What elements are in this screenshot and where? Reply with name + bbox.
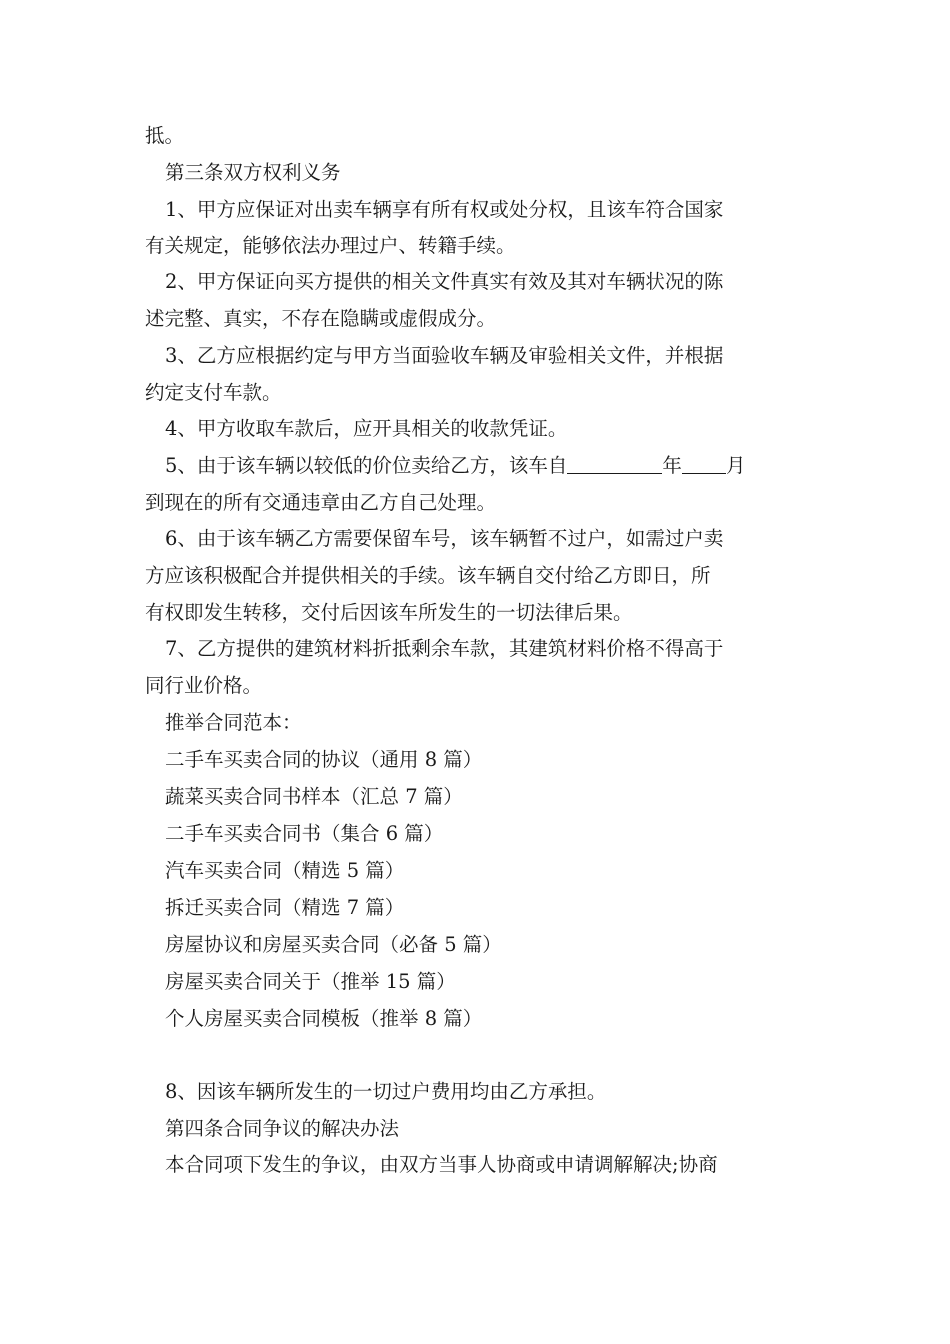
recommend-item[interactable]: 房屋买卖合同关于（推举 15 篇） xyxy=(165,970,456,993)
text-segment: 年 xyxy=(662,454,682,477)
recommend-item[interactable]: 房屋协议和房屋买卖合同（必备 5 篇） xyxy=(165,933,502,956)
text-line: 1、甲方应保证对出卖车辆享有所有权或处分权，且该车符合国家 xyxy=(165,198,724,221)
text-line: 2、甲方保证向买方提供的相关文件真实有效及其对车辆状况的陈 xyxy=(165,270,724,293)
text-line: 约定支付车款。 xyxy=(145,381,282,404)
fill-in-blank-year xyxy=(567,453,662,474)
section-heading: 第三条双方权利义务 xyxy=(165,161,341,184)
text-line: 6、由于该车辆乙方需要保留车号，该车辆暂不过户，如需过户卖 xyxy=(165,527,724,550)
text-line: 本合同项下发生的争议，由双方当事人协商或申请调解解决;协商 xyxy=(165,1153,718,1176)
recommend-item[interactable]: 拆迁买卖合同（精选 7 篇） xyxy=(165,896,405,919)
text-line: 4、甲方收取车款后，应开具相关的收款凭证。 xyxy=(165,417,568,440)
section-heading: 第四条合同争议的解决办法 xyxy=(165,1117,400,1140)
text-line: 同行业价格。 xyxy=(145,674,263,697)
text-line: 方应该积极配合并提供相关的手续。该车辆自交付给乙方即日，所 xyxy=(145,564,711,587)
text-line: 抵。 xyxy=(145,124,185,147)
text-line: 有关规定，能够依法办理过户、转籍手续。 xyxy=(145,234,516,257)
text-line: 3、乙方应根据约定与甲方当面验收车辆及审验相关文件，并根据 xyxy=(165,344,724,367)
recommend-item[interactable]: 汽车买卖合同（精选 5 篇） xyxy=(165,859,405,882)
recommend-item[interactable]: 二手车买卖合同的协议（通用 8 篇） xyxy=(165,748,483,771)
text-line: 述完整、真实，不存在隐瞒或虚假成分。 xyxy=(145,307,497,330)
fill-in-blank-month xyxy=(682,453,726,474)
text-line: 7、乙方提供的建筑材料折抵剩余车款，其建筑材料价格不得高于 xyxy=(165,637,724,660)
text-line: 到现在的所有交通违章由乙方自己处理。 xyxy=(145,491,497,514)
text-segment: 5、由于该车辆以较低的价位卖给乙方，该车自 xyxy=(165,454,568,477)
recommend-item[interactable]: 个人房屋买卖合同模板（推举 8 篇） xyxy=(165,1007,483,1030)
text-line: 有权即发生转移，交付后因该车所发生的一切法律后果。 xyxy=(145,601,633,624)
text-line-with-blanks xyxy=(165,451,835,481)
text-segment: 月 xyxy=(725,454,746,477)
recommend-item[interactable]: 蔬菜买卖合同书样本（汇总 7 篇） xyxy=(165,785,463,808)
text-line: 8、因该车辆所发生的一切过户费用均由乙方承担。 xyxy=(165,1080,607,1103)
recommend-item[interactable]: 二手车买卖合同书（集合 6 篇） xyxy=(165,822,444,845)
recommend-heading: 推举合同范本： xyxy=(165,711,302,734)
